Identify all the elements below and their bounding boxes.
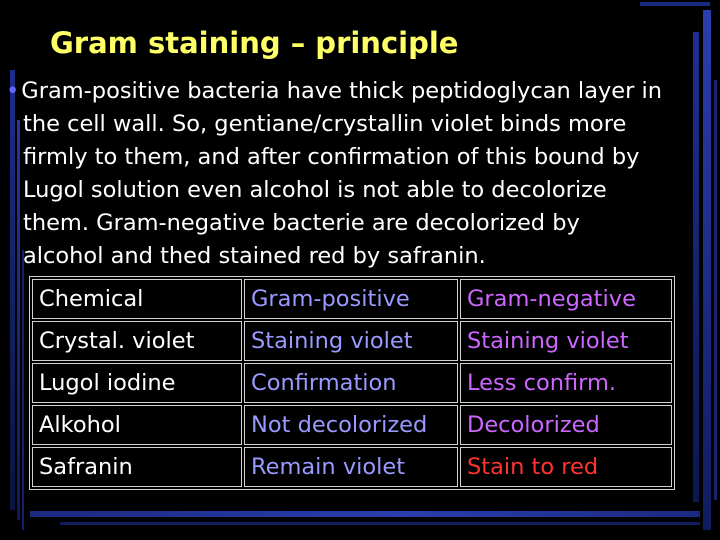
slide-title: Gram staining – principle [50, 26, 459, 60]
header-gram-positive: Gram-positive [244, 279, 458, 319]
frame-bar-bottom-thin [60, 522, 700, 525]
cell-gram-positive: Staining violet [244, 321, 458, 361]
cell-gram-positive: Remain violet [244, 447, 458, 487]
body-line-5: them. Gram-negative bacterie are decolorized by [23, 210, 580, 236]
table-row [32, 447, 672, 487]
bullet-icon: • [6, 78, 20, 104]
cell-gram-negative: Staining violet [460, 321, 672, 361]
cell-gram-positive: Confirmation [244, 363, 458, 403]
table-header-row [32, 279, 672, 319]
cell-gram-positive: Not decolorized [244, 405, 458, 445]
cell-chemical: Crystal. violet [32, 321, 242, 361]
body-line-2: the cell wall. So, gentiane/crystallin violet binds more [23, 111, 627, 137]
cell-chemical: Lugol iodine [32, 363, 242, 403]
frame-bar-bottom-left [30, 511, 400, 517]
body-line-text: Gram-positive bacteria have thick peptidoglycan layer in [21, 78, 663, 104]
body-line-3: firmly to them, and after confirmation of this bound by [23, 144, 640, 170]
frame-bar-bottom-right [400, 511, 700, 517]
table-row [32, 405, 672, 445]
cell-gram-negative: Less confirm. [460, 363, 672, 403]
cell-gram-negative: Decolorized [460, 405, 672, 445]
gram-comparison-table [29, 276, 675, 490]
cell-chemical: Alkohol [32, 405, 242, 445]
frame-bar-top [640, 2, 710, 6]
body-line-6: alcohol and thed stained red by safranin. [23, 243, 486, 269]
cell-chemical: Safranin [32, 447, 242, 487]
cell-gram-negative: Stain to red [460, 447, 672, 487]
body-line-1 [6, 75, 718, 108]
slide-body [6, 75, 718, 273]
table-row [32, 363, 672, 403]
body-line-4: Lugol solution even alcohol is not able to decolorize [23, 177, 607, 203]
header-gram-negative: Gram-negative [460, 279, 672, 319]
frame-bar-left-thin [22, 250, 24, 530]
table-row [32, 321, 672, 361]
header-chemical: Chemical [32, 279, 242, 319]
